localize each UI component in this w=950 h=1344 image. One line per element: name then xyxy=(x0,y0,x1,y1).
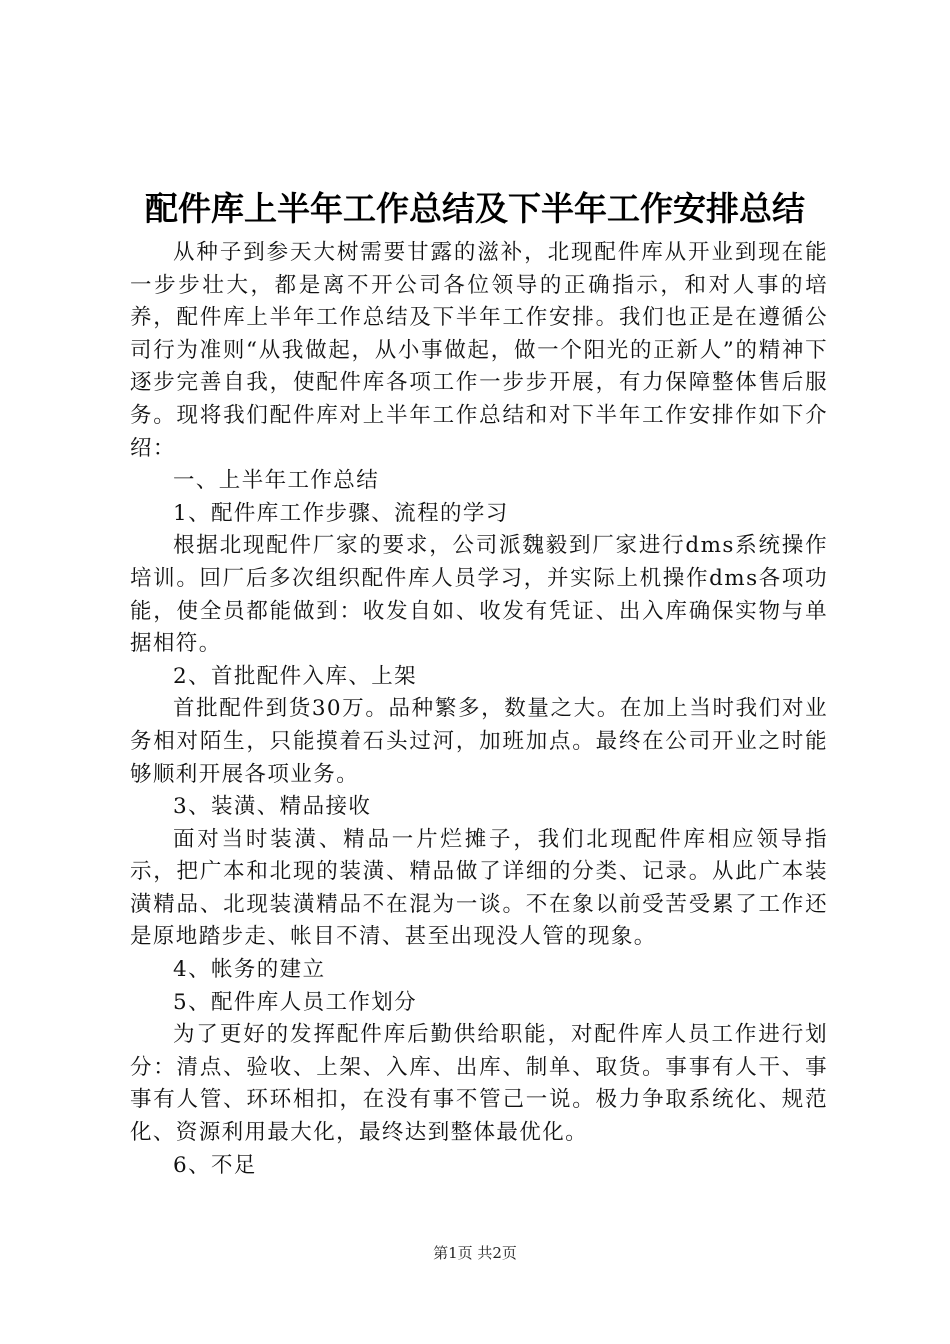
body-paragraph: 为了更好的发挥配件库后勤供给职能，对配件库人员工作进行划分：清点、验收、上架、入库、出库、制单、取货。事事有人干、事事有人管、环环相扣，在没有事不管己一说。极力争取系统化、规范化、资源利用最大化，最终达到整体最优化。 xyxy=(130,1022,828,1146)
body-paragraph: 面对当时装潢、精品一片烂摊子，我们北现配件库相应领导指示，把广本和北现的装潢、精品做了详细的分类、记录。从此广本装潢精品、北现装潢精品不在混为一谈。不在象以前受苦受累了工作还是原地踏步走、帐目不清、甚至出现没人管的现象。 xyxy=(130,826,828,950)
body-paragraph: 根据北现配件厂家的要求，公司派魏毅到厂家进行dms系统操作培训。回厂后多次组织配件库人员学习，并实际上机操作dms各项功能，使全员都能做到：收发自如、收发有凭证、出入库确保实物与单据相符。 xyxy=(130,533,828,657)
page-total: 共2页 xyxy=(477,1244,517,1262)
subsection-heading: 1、配件库工作步骤、流程的学习 xyxy=(173,500,509,526)
document-body xyxy=(130,237,828,1182)
subsection-heading: 3、装潢、精品接收 xyxy=(173,794,372,820)
body-paragraph: 首批配件到货30万。品种繁多，数量之大。在加上当时我们对业务相对陌生，只能摸着石头过河，加班加点。最终在公司开业之时能够顺利开展各项业务。 xyxy=(130,696,828,787)
subsection-heading: 6、不足 xyxy=(173,1152,257,1178)
page-number: 第1页 xyxy=(433,1244,473,1262)
section-heading: 一、上半年工作总结 xyxy=(173,468,380,494)
subsection-heading: 4、帐务的建立 xyxy=(173,957,326,983)
document-title: 配件库上半年工作总结及下半年工作安排总结 xyxy=(145,189,805,228)
subsection-heading: 2、首批配件入库、上架 xyxy=(173,663,418,689)
intro-paragraph: 从种子到参天大树需要甘露的滋补，北现配件库从开业到现在能一步步壮大，都是离不开公司各位领导的正确指示，和对人事的培养，配件库上半年工作总结及下半年工作安排。我们也正是在遵循公司行为准则“从我做起，从小事做起，做一个阳光的正新人”的精神下逐步完善自我，使配件库各项工作一步步开展，有力保障整体售后服务。现将我们配件库对上半年工作总结和对下半年工作安排作如下介绍： xyxy=(130,240,828,461)
subsection-heading: 5、配件库人员工作划分 xyxy=(173,989,418,1015)
page-footer xyxy=(0,1243,950,1263)
